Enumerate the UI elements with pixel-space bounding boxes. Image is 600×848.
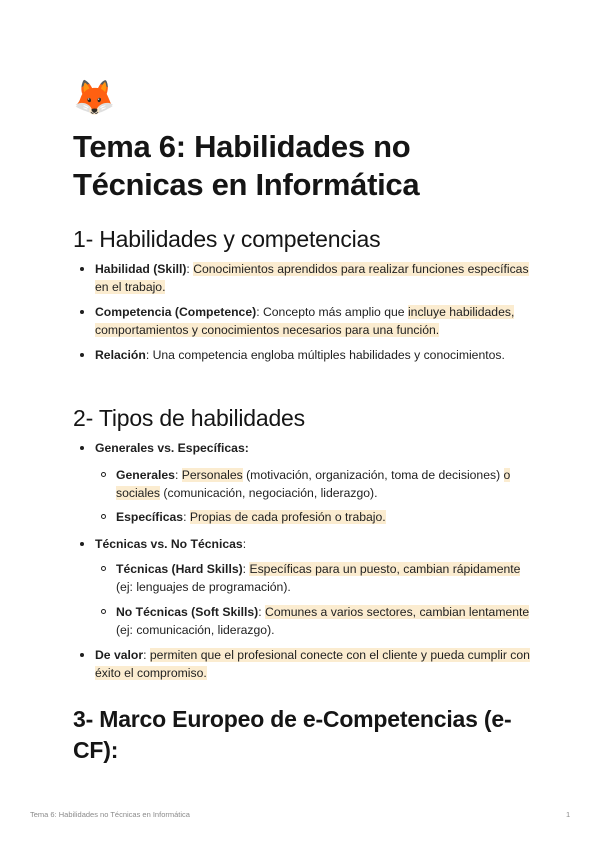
sub-list-item bbox=[73, 603, 533, 639]
fox-emoji-icon: 🦊 bbox=[73, 79, 116, 117]
list-item bbox=[73, 346, 533, 364]
item-text: (comunicación, negociación, liderazgo). bbox=[160, 486, 378, 500]
sub-list-item bbox=[73, 508, 533, 526]
item-sep: : bbox=[174, 468, 182, 482]
item-term: Técnicas (Hard Skills) bbox=[116, 562, 243, 576]
item-sep: : bbox=[258, 605, 266, 619]
item-text: (ej: lenguajes de programación). bbox=[116, 580, 291, 594]
group-term: Técnicas vs. No Técnicas bbox=[95, 537, 243, 551]
item-sep: : bbox=[145, 348, 153, 362]
item-term: No Técnicas (Soft Skills) bbox=[116, 605, 259, 619]
item-text: Concepto más amplio que bbox=[262, 305, 408, 319]
item-sep: : bbox=[242, 537, 247, 551]
list-item bbox=[73, 303, 533, 339]
group-term: Generales vs. Específicas: bbox=[95, 441, 249, 455]
list-item bbox=[73, 535, 533, 553]
item-text: (ej: comunicación, liderazgo). bbox=[116, 623, 275, 637]
item-sep: : bbox=[256, 305, 263, 319]
item-highlight: Comunes a varios sectores, cambian lentamente bbox=[265, 605, 530, 619]
list-item bbox=[73, 646, 533, 682]
section-heading-3: 3- Marco Europeo de e-Competencias (e-CF): bbox=[73, 706, 512, 763]
sub-list-item bbox=[73, 560, 533, 596]
group-term: De valor bbox=[95, 648, 144, 662]
list-item bbox=[73, 439, 533, 457]
footer-title: Tema 6: Habilidades no Técnicas en Informática bbox=[30, 810, 190, 819]
item-sep: : bbox=[183, 510, 190, 524]
page-title: Tema 6: Habilidades no Técnicas en Informática bbox=[73, 129, 420, 202]
item-text: Una competencia engloba múltiples habilidades y conocimientos. bbox=[152, 348, 505, 362]
item-sep: : bbox=[242, 562, 250, 576]
section-1-list bbox=[73, 260, 533, 364]
section-heading-1: 1- Habilidades y competencias bbox=[73, 226, 381, 252]
list-item bbox=[73, 260, 533, 296]
item-highlight: Conocimientos aprendidos para realizar funciones específicas en el trabajo. bbox=[95, 262, 529, 294]
footer-page-number: 1 bbox=[566, 810, 571, 819]
item-highlight: o sociales bbox=[116, 468, 511, 500]
item-sep: : bbox=[186, 262, 194, 276]
item-text: (motivación, organización, toma de decisiones) bbox=[242, 468, 504, 482]
item-highlight: Personales bbox=[181, 468, 243, 482]
item-highlight: incluye habilidades, comportamientos y conocimientos necesarios para una función. bbox=[95, 305, 515, 337]
item-term: Habilidad (Skill) bbox=[95, 262, 187, 276]
item-term: Relación bbox=[95, 348, 146, 362]
sub-list-item bbox=[73, 466, 533, 502]
item-highlight: Propias de cada profesión o trabajo. bbox=[189, 510, 386, 524]
section-2-list bbox=[73, 439, 533, 682]
item-highlight: permiten que el profesional conecte con el cliente y pueda cumplir con éxito el compromiso. bbox=[95, 648, 530, 680]
item-highlight: Específicas para un puesto, cambian rápidamente bbox=[249, 562, 521, 576]
item-term: Específicas bbox=[116, 510, 184, 524]
item-sep: : bbox=[143, 648, 150, 662]
section-heading-2: 2- Tipos de habilidades bbox=[73, 405, 305, 431]
item-term: Competencia (Competence) bbox=[95, 305, 257, 319]
item-term: Generales bbox=[116, 468, 175, 482]
